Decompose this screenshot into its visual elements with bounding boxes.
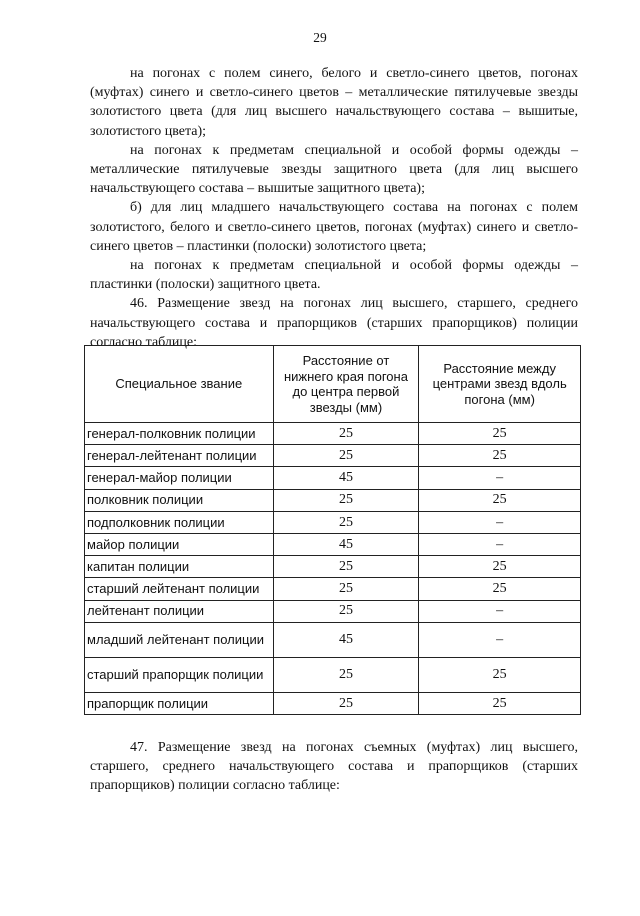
star-placement-table [84, 345, 581, 715]
between-stars-cell: – [419, 511, 581, 533]
table-row [85, 657, 581, 692]
rank-cell: подполковник полиции [85, 511, 274, 533]
paragraph-item-47: 47. Размещение звезд на погонах съемных (муфтах) лиц высшего, старшего, среднего начальствующего состава и прапорщиков (старших прапорщиков) полиции согласно таблице: [90, 740, 578, 794]
first-star-cell: 25 [273, 692, 419, 714]
first-star-cell: 25 [273, 445, 419, 467]
rank-cell: генерал-полковник полиции [85, 423, 274, 445]
bottom-text-block [90, 738, 578, 796]
between-stars-cell: – [419, 622, 581, 657]
rank-cell: младший лейтенант полиции [85, 622, 274, 657]
between-stars-cell: – [419, 533, 581, 555]
between-stars-cell: 25 [419, 445, 581, 467]
paragraph-plates-special-uniform: на погонах к предметам специальной и особой формы одежды – пластинки (полоски) защитного цвета. [90, 258, 578, 293]
between-stars-cell: 25 [419, 657, 581, 692]
first-star-cell: 45 [273, 467, 419, 489]
table-row [85, 556, 581, 578]
page-number: 29 [313, 30, 327, 45]
between-stars-cell: 25 [419, 489, 581, 511]
table-row [85, 511, 581, 533]
paragraph-junior-staff-plates: б) для лиц младшего начальствующего состава на погонах с полем золотистого, белого и светло-синего цветов, погонах (муфтах) синего и светло-синего цветов – пластинки (полоски) золотистого цвета; [90, 200, 578, 254]
first-star-cell: 25 [273, 657, 419, 692]
first-star-cell: 25 [273, 578, 419, 600]
rank-cell: старший лейтенант полиции [85, 578, 274, 600]
first-star-cell: 25 [273, 600, 419, 622]
table-row [85, 578, 581, 600]
rank-cell: прапорщик полиции [85, 692, 274, 714]
between-stars-cell: 25 [419, 556, 581, 578]
first-star-cell: 25 [273, 423, 419, 445]
table-row [85, 622, 581, 657]
rank-cell: генерал-майор полиции [85, 467, 274, 489]
table-header-row [85, 346, 581, 423]
table-row [85, 489, 581, 511]
first-star-cell: 25 [273, 556, 419, 578]
rank-cell: майор полиции [85, 533, 274, 555]
between-stars-cell: 25 [419, 692, 581, 714]
rank-cell: лейтенант полиции [85, 600, 274, 622]
between-stars-cell: – [419, 467, 581, 489]
table-row [85, 445, 581, 467]
first-star-cell: 25 [273, 511, 419, 533]
header-rank: Специальное звание [85, 346, 274, 423]
header-star-spacing: Расстояние между центрами звезд вдоль погона (мм) [419, 346, 581, 423]
rank-cell: полковник полиции [85, 489, 274, 511]
table-row [85, 467, 581, 489]
between-stars-cell: – [419, 600, 581, 622]
rank-cell: генерал-лейтенант полиции [85, 445, 274, 467]
table-row [85, 692, 581, 714]
rank-cell: капитан полиции [85, 556, 274, 578]
table-row [85, 533, 581, 555]
paragraph-stars-blue-white: на погонах с полем синего, белого и светло-синего цветов, погонах (муфтах) синего и светло-синего цветов – металлические пятилучевые звезды золотистого цвета (для лиц высшего начальствующего состава – вышитые, золотистого цвета); [90, 66, 578, 139]
first-star-cell: 45 [273, 533, 419, 555]
header-first-star-distance: Расстояние от нижнего края погона до центра первой звезды (мм) [273, 346, 419, 423]
between-stars-cell: 25 [419, 578, 581, 600]
first-star-cell: 25 [273, 489, 419, 511]
paragraph-item-46: 46. Размещение звезд на погонах лиц высшего, старшего, среднего начальствующего состава и прапорщиков (старших прапорщиков) полиции согласно таблице: [90, 296, 578, 350]
table-row [85, 600, 581, 622]
rank-cell: старший прапорщик полиции [85, 657, 274, 692]
top-text-block [90, 64, 578, 352]
table-row [85, 423, 581, 445]
between-stars-cell: 25 [419, 423, 581, 445]
first-star-cell: 45 [273, 622, 419, 657]
paragraph-stars-special-uniform: на погонах к предметам специальной и особой формы одежды – металлические пятилучевые звезды защитного цвета (для лиц высшего начальствующего состава – вышитые защитного цвета); [90, 142, 578, 197]
